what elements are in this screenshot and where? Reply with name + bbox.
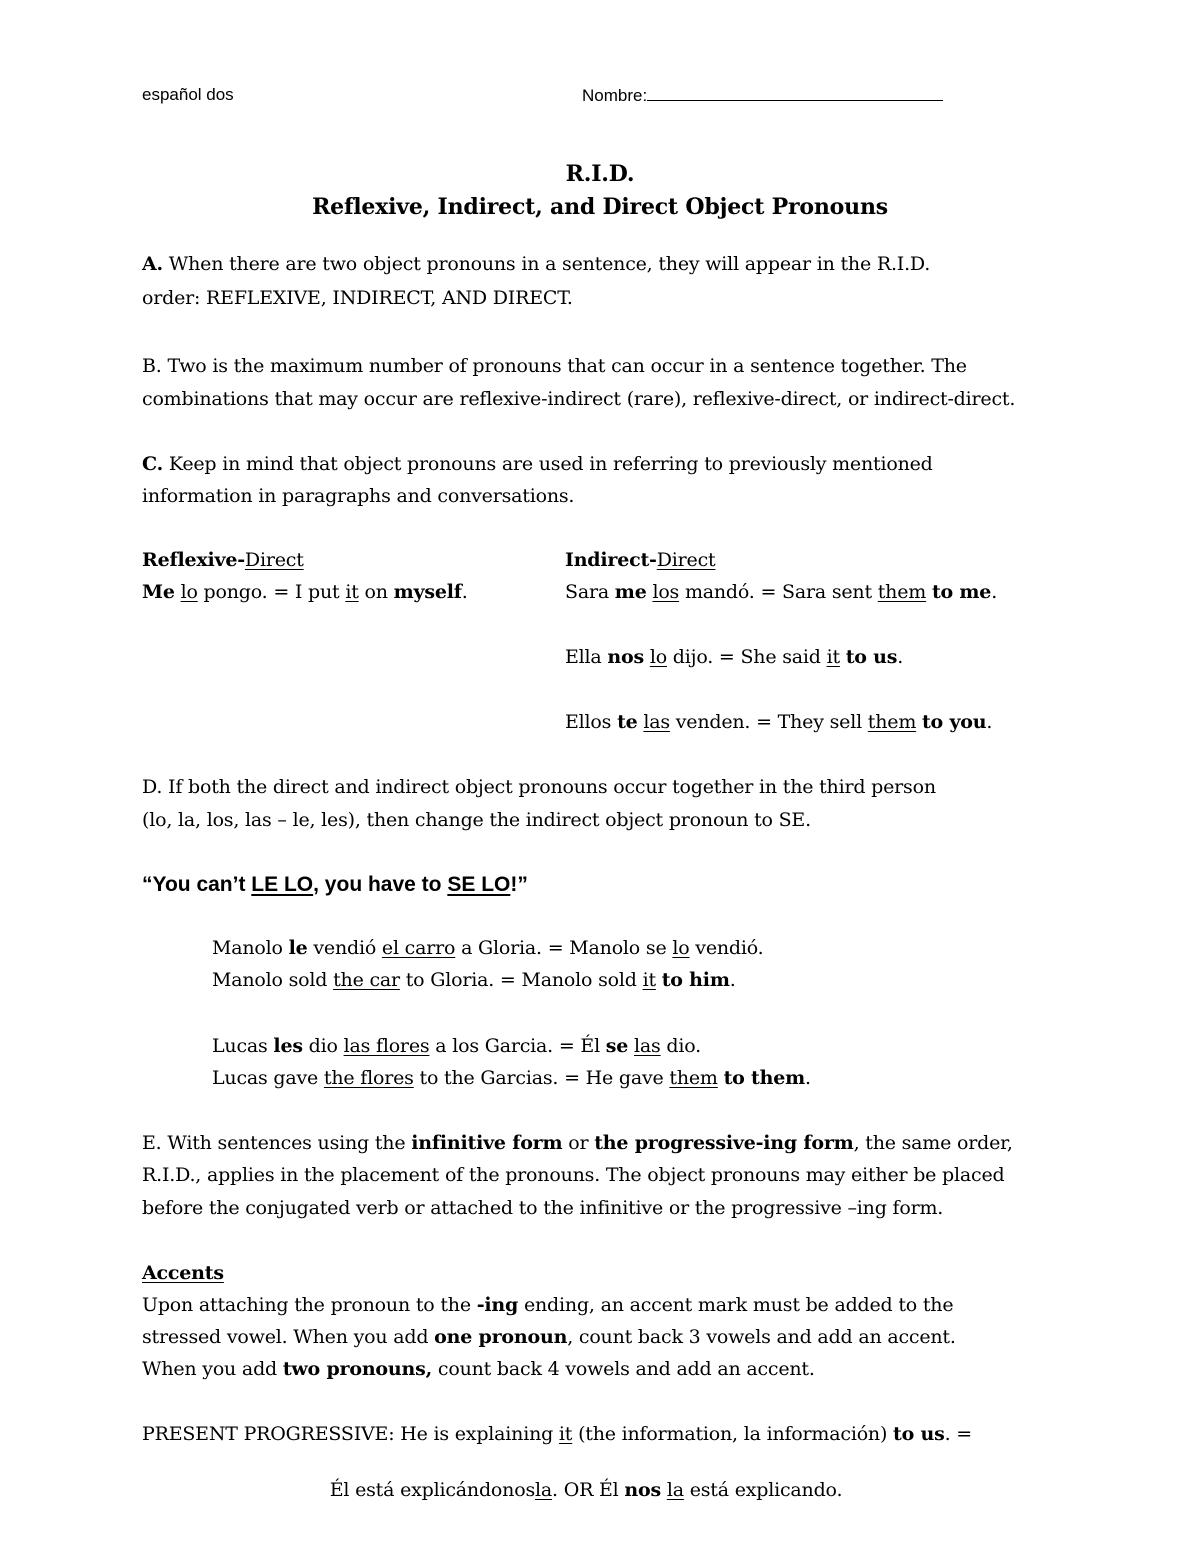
section-b-line1: B. Two is the maximum number of pronouns that can occur in a sentence together. The bbox=[142, 355, 967, 377]
section-c-letter: C. bbox=[142, 453, 164, 475]
section-a-letter: A. bbox=[142, 253, 163, 275]
indirect-direct-heading: Indirect-Direct bbox=[565, 549, 716, 571]
section-c-line2: information in paragraphs and conversations. bbox=[142, 485, 575, 507]
progressive-answer: Él está explicándonosla. OR Él nos la está explicando. bbox=[329, 1479, 843, 1501]
page-subtitle: Reflexive, Indirect, and Direct Object Pronouns bbox=[312, 194, 888, 220]
indirect-direct-example-2: Ella nos lo dijo. = She said it to us. bbox=[565, 646, 904, 668]
section-e-line3: before the conjugated verb or attached to the infinitive or the progressive –ing form. bbox=[142, 1197, 944, 1219]
section-b-line2: combinations that may occur are reflexive-indirect (rare), reflexive-direct, or indirect-direct. bbox=[142, 388, 1016, 410]
class-label: español dos bbox=[142, 85, 234, 104]
example-manolo-english: Manolo sold the car to Gloria. = Manolo sold it to him. bbox=[212, 969, 736, 991]
accents-line2: stressed vowel. When you add one pronoun, count back 3 vowels and add an accent. bbox=[142, 1326, 956, 1348]
indirect-direct-example-3: Ellos te las venden. = They sell them to you. bbox=[565, 711, 993, 733]
accents-line1: Upon attaching the pronoun to the -ing ending, an accent mark must be added to the bbox=[142, 1294, 954, 1316]
section-a-line2: order: REFLEXIVE, INDIRECT, AND DIRECT. bbox=[142, 287, 573, 309]
section-b-letter: B. bbox=[142, 355, 162, 377]
name-field bbox=[582, 84, 943, 107]
name-blank-line bbox=[647, 84, 943, 101]
name-label: Nombre: bbox=[582, 86, 648, 105]
section-e-line2: R.I.D., applies in the placement of the pronouns. The object pronouns may either be placed bbox=[142, 1164, 1005, 1186]
accents-line3: When you add two pronouns, count back 4 vowels and add an accent. bbox=[142, 1358, 815, 1380]
section-c-line1: C. Keep in mind that object pronouns are used in referring to previously mentioned bbox=[142, 453, 933, 475]
example-manolo-spanish: Manolo le vendió el carro a Gloria. = Manolo se lo vendió. bbox=[212, 937, 764, 959]
reflexive-direct-heading: Reflexive-Direct bbox=[142, 549, 304, 571]
rule-quote: “You can’t LE LO, you have to SE LO!” bbox=[142, 873, 528, 896]
accents-heading: Accents bbox=[142, 1262, 224, 1284]
section-d-line2: (lo, la, los, las – le, les), then change the indirect object pronoun to SE. bbox=[142, 809, 811, 831]
indirect-direct-example-1: Sara me los mandó. = Sara sent them to me. bbox=[565, 581, 998, 603]
section-e-letter: E. bbox=[142, 1132, 162, 1154]
reflexive-direct-example: Me lo pongo. = I put it on myself. bbox=[142, 581, 468, 603]
example-lucas-english: Lucas gave the flores to the Garcias. = He gave them to them. bbox=[212, 1067, 811, 1089]
progressive-example: PRESENT PROGRESSIVE: He is explaining it (the information, la información) to us. = bbox=[142, 1423, 973, 1445]
section-d-letter: D. bbox=[142, 776, 163, 798]
section-d-line1: D. If both the direct and indirect object pronouns occur together in the third person bbox=[142, 776, 936, 798]
section-a-line1: A. When there are two object pronouns in a sentence, they will appear in the R.I.D. bbox=[142, 253, 931, 275]
section-e-line1: E. With sentences using the infinitive form or the progressive-ing form, the same order, bbox=[142, 1132, 1013, 1154]
example-lucas-spanish: Lucas les dio las flores a los Garcia. = Él se las dio. bbox=[212, 1035, 702, 1057]
page-title: R.I.D. bbox=[565, 161, 635, 187]
